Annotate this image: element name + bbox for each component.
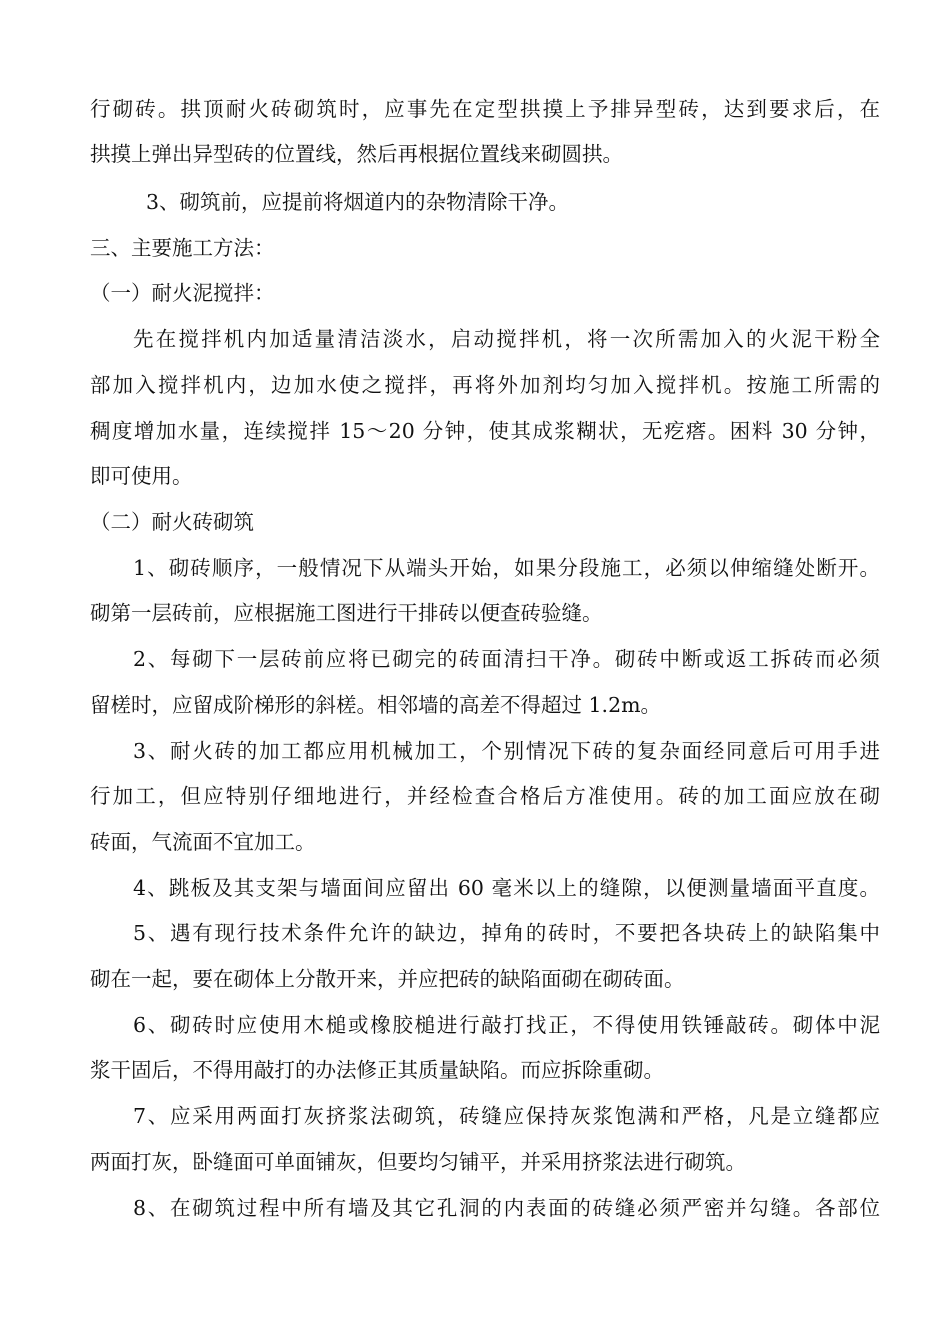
text-line: 4、跳板及其支架与墙面间应留出 60 毫米以上的缝隙，以便测量墙面平直度。	[133, 876, 880, 900]
text-line: 2、每砌下一层砖前应将已砌完的砖面清扫干净。砌砖中断或返工拆砖而必须	[133, 647, 880, 671]
text-line: 3、耐火砖的加工都应用机械加工，个别情况下砖的复杂面经同意后可用手进	[133, 739, 880, 763]
section-heading: 三、主要施工方法：	[90, 236, 275, 260]
text-line: 部加入搅拌机内，边加水使之搅拌，再将外加剂均匀加入搅拌机。按施工所需的	[90, 373, 880, 397]
text-line: 砌第一层砖前，应根据施工图进行干排砖以便查砖验缝。	[90, 601, 603, 625]
text-line: 先在搅拌机内加适量清洁淡水，启动搅拌机，将一次所需加入的火泥干粉全	[133, 327, 880, 351]
subsection-heading: （一）耐火泥搅拌：	[90, 281, 275, 305]
text-line: 浆干固后，不得用敲打的办法修正其质量缺陷。而应拆除重砌。	[90, 1058, 664, 1082]
subsection-heading: （二）耐火砖砌筑	[90, 510, 254, 534]
text-line: 两面打灰，卧缝面可单面铺灰，但要均匀铺平，并采用挤浆法进行砌筑。	[90, 1150, 746, 1174]
text-line: 5、遇有现行技术条件允许的缺边，掉角的砖时，不要把各块砖上的缺陷集中	[133, 921, 880, 945]
text-line: 即可使用。	[90, 464, 193, 488]
text-line: 拱摸上弹出异型砖的位置线，然后再根据位置线来砌圆拱。	[90, 142, 623, 166]
text-line: 行加工，但应特别仔细地进行，并经检查合格后方准使用。砖的加工面应放在砌	[90, 784, 880, 808]
text-line: 3、砌筑前，应提前将烟道内的杂物清除干净。	[146, 190, 570, 214]
text-line: 稠度增加水量，连续搅拌 15～20 分钟，使其成浆糊状，无疙瘩。困料 30 分钟，	[90, 419, 880, 443]
text-line: 砖面，气流面不宜加工。	[90, 830, 316, 854]
text-line: 7、应采用两面打灰挤浆法砌筑，砖缝应保持灰浆饱满和严格，凡是立缝都应	[133, 1104, 880, 1128]
text-line: 1、砌砖顺序，一般情况下从端头开始，如果分段施工，必须以伸缩缝处断开。	[133, 556, 880, 580]
text-line: 6、砌砖时应使用木槌或橡胶槌进行敲打找正，不得使用铁锤敲砖。砌体中泥	[133, 1013, 880, 1037]
text-line: 留槎时，应留成阶梯形的斜槎。相邻墙的高差不得超过 1.2m。	[90, 693, 662, 717]
text-line: 8、在砌筑过程中所有墙及其它孔洞的内表面的砖缝必须严密并勾缝。各部位	[133, 1196, 880, 1220]
text-line: 行砌砖。拱顶耐火砖砌筑时，应事先在定型拱摸上予排异型砖，达到要求后，在	[90, 97, 880, 121]
text-line: 砌在一起，要在砌体上分散开来，并应把砖的缺陷面砌在砌砖面。	[90, 967, 685, 991]
